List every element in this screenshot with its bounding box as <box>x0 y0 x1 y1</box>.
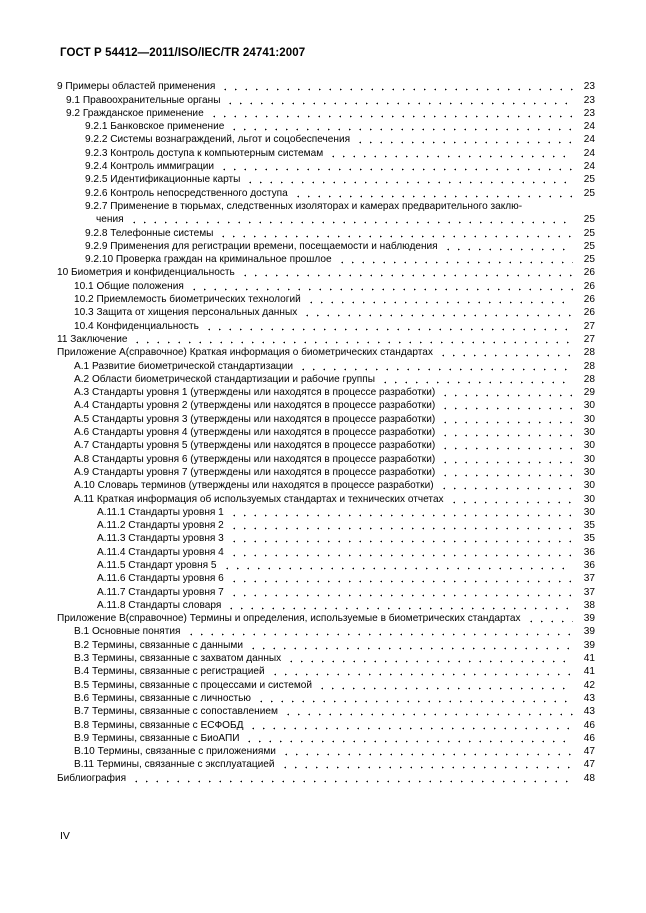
toc-entry-page: 25 <box>583 174 595 186</box>
toc-entry-title: А.1 Развитие биометрической стандартизации <box>74 360 293 372</box>
toc-entry[interactable] <box>57 665 595 678</box>
toc-entry-title: 9.2.3 Контроль доступа к компьютерным системам <box>85 147 324 159</box>
dot-leader <box>240 265 573 277</box>
toc-entry-title: 9.2.1 Банковское применение <box>85 121 225 133</box>
toc-entry[interactable] <box>57 532 595 545</box>
toc-entry[interactable] <box>57 213 595 226</box>
toc-entry[interactable] <box>57 80 595 93</box>
toc-entry[interactable] <box>57 559 595 572</box>
toc-entry-page: 24 <box>583 147 595 159</box>
toc-entry-title: В.8 Термины, связанные с ЕСФОБД <box>74 719 244 731</box>
toc-entry-title: А.11.7 Стандарты уровня 7 <box>97 586 224 598</box>
toc-entry-page: 30 <box>583 413 595 425</box>
toc-entry[interactable] <box>57 771 595 784</box>
dot-leader <box>229 518 573 530</box>
toc-entry-page: 43 <box>583 692 595 704</box>
toc-entry[interactable] <box>57 705 595 718</box>
toc-entry-title: В.3 Термины, связанные с захватом данных <box>74 653 282 665</box>
dot-leader <box>440 425 573 437</box>
toc-entry-page: 28 <box>583 373 595 385</box>
toc-entry[interactable] <box>57 479 595 492</box>
toc-entry[interactable] <box>57 426 595 439</box>
dot-leader <box>283 704 573 716</box>
toc-entry-title: В.10 Термины, связанные с приложениями <box>74 746 276 758</box>
toc-entry-title: Приложение А(справочное) Краткая информация о биометрических стандартах <box>57 347 433 359</box>
dot-leader <box>245 172 573 184</box>
toc-entry-title: А.2 Области биометрической стандартизации и рабочие группы <box>74 373 375 385</box>
toc-entry-title: 10.1 Общие положения <box>74 280 184 292</box>
toc-entry-title: 11 Заключение <box>57 333 128 345</box>
dot-leader <box>280 757 573 769</box>
toc-entry-title: А.11 Краткая информация об используемых стандартах и технических отчетах <box>74 493 444 505</box>
toc-entry-title: 10.4 Конфиденциальность <box>74 320 199 332</box>
toc-entry-page: 30 <box>583 440 595 452</box>
toc-entry-title: А.8 Стандарты уровня 6 (утверждены или находятся в процессе разработки) <box>74 453 436 465</box>
toc-entry-page: 36 <box>583 546 595 558</box>
dot-leader <box>229 585 573 597</box>
toc-entry-page: 25 <box>583 240 595 252</box>
toc-entry[interactable] <box>57 173 595 186</box>
toc-entry-title: В.7 Термины, связанные с сопоставлением <box>74 706 278 718</box>
toc-entry-page: 25 <box>583 227 595 239</box>
toc-entry[interactable] <box>57 612 595 625</box>
toc-entry[interactable] <box>57 200 595 213</box>
toc-entry[interactable] <box>57 625 595 638</box>
toc-entry[interactable] <box>57 692 595 705</box>
toc-entry-title: В.5 Термины, связанные с процессами и системой <box>74 679 313 691</box>
dot-leader <box>440 438 573 450</box>
toc-entry-title: 10.2 Приемлемость биометрических технологий <box>74 294 301 306</box>
toc-entry-page: 39 <box>583 626 595 638</box>
toc-entry-page: 30 <box>583 493 595 505</box>
toc-entry-page: 24 <box>583 121 595 133</box>
toc-entry[interactable] <box>57 745 595 758</box>
toc-entry[interactable] <box>57 346 595 359</box>
toc-entry-title: Библиография <box>57 772 127 784</box>
toc-entry[interactable] <box>57 266 595 279</box>
toc-entry-page: 27 <box>583 333 595 345</box>
dot-leader <box>189 279 573 291</box>
toc-entry-page: 35 <box>583 520 595 532</box>
toc-entry-title: 9.2.5 Идентификационные карты <box>85 174 241 186</box>
dot-leader <box>229 119 573 131</box>
dot-leader <box>526 611 573 623</box>
toc-entry-page: 23 <box>583 81 595 93</box>
dot-leader <box>218 226 573 238</box>
dot-leader <box>355 132 573 144</box>
dot-leader <box>256 691 573 703</box>
toc-entry-page: 43 <box>583 706 595 718</box>
dot-leader <box>306 292 573 304</box>
toc-entry[interactable] <box>57 146 595 159</box>
toc-entry[interactable] <box>57 107 595 120</box>
toc-entry-page: 42 <box>583 679 595 691</box>
toc-entry-page: 37 <box>583 586 595 598</box>
toc-entry-page: 37 <box>583 573 595 585</box>
toc-entry[interactable] <box>57 399 595 412</box>
toc-entry-title: В.1 Основные понятия <box>74 626 181 638</box>
dot-leader <box>317 678 573 690</box>
toc-entry-page: 30 <box>583 453 595 465</box>
toc-entry[interactable] <box>57 652 595 665</box>
document-header: ГОСТ Р 54412—2011/ISO/IEC/TR 24741:2007 <box>60 47 306 59</box>
toc-entry-page: 47 <box>583 746 595 758</box>
toc-entry-page: 41 <box>583 653 595 665</box>
toc-entry-title: А.3 Стандарты уровня 1 (утверждены или находятся в процессе разработки) <box>74 387 436 399</box>
toc-entry-page: 26 <box>583 294 595 306</box>
toc-entry-title: А.11.3 Стандарты уровня 3 <box>97 533 224 545</box>
toc-entry-title: А.11.2 Стандарты уровня 2 <box>97 520 224 532</box>
table-of-contents <box>57 80 595 785</box>
dot-leader <box>209 106 573 118</box>
toc-entry-title: 9.2.8 Телефонные системы <box>85 227 214 239</box>
toc-entry[interactable] <box>57 186 595 199</box>
toc-entry-page: 48 <box>583 772 595 784</box>
dot-leader <box>226 598 573 610</box>
toc-entry[interactable] <box>57 452 595 465</box>
toc-entry[interactable] <box>57 160 595 173</box>
dot-leader <box>225 93 573 105</box>
toc-entry-title: 9.2.4 Контроль иммиграции <box>85 161 215 173</box>
toc-entry[interactable] <box>57 279 595 292</box>
dot-leader <box>229 531 573 543</box>
toc-entry-title: В.9 Термины, связанные с БиоАПИ <box>74 732 240 744</box>
toc-entry-page: 24 <box>583 161 595 173</box>
toc-entry[interactable] <box>57 678 595 691</box>
dot-leader <box>440 398 573 410</box>
toc-entry[interactable] <box>57 718 595 731</box>
toc-entry[interactable] <box>57 386 595 399</box>
toc-entry-title: А.7 Стандарты уровня 5 (утверждены или находятся в процессе разработки) <box>74 440 436 452</box>
toc-entry-title: чения <box>96 214 124 226</box>
dot-leader <box>131 771 573 783</box>
toc-entry[interactable] <box>57 373 595 386</box>
dot-leader <box>298 359 573 371</box>
toc-entry[interactable] <box>57 333 595 346</box>
dot-leader <box>439 478 573 490</box>
toc-entry[interactable] <box>57 466 595 479</box>
toc-entry-page: 25 <box>583 254 595 266</box>
toc-entry-title: Приложение В(справочное) Термины и определения, используемые в биометрических стандартах <box>57 613 521 625</box>
dot-leader <box>220 79 573 91</box>
dot-leader <box>244 731 573 743</box>
toc-entry-title: В.6 Термины, связанные с личностью <box>74 692 251 704</box>
toc-entry[interactable] <box>57 572 595 585</box>
toc-entry[interactable] <box>57 120 595 133</box>
toc-entry-page: 39 <box>583 613 595 625</box>
toc-entry[interactable] <box>57 412 595 425</box>
toc-entry-title: 9.1 Правоохранительные органы <box>66 94 221 106</box>
toc-entry-page: 25 <box>583 187 595 199</box>
toc-entry[interactable] <box>57 293 595 306</box>
toc-entry-page: 30 <box>583 400 595 412</box>
dot-leader <box>248 718 573 730</box>
toc-entry-title: 10.3 Защита от хищения персональных данных <box>74 307 298 319</box>
dot-leader <box>438 345 573 357</box>
dot-leader <box>222 558 573 570</box>
toc-entry-page: 36 <box>583 559 595 571</box>
toc-entry[interactable] <box>57 506 595 519</box>
dot-leader <box>380 372 573 384</box>
dot-leader <box>449 492 573 504</box>
toc-entry-title: А.9 Стандарты уровня 7 (утверждены или находятся в процессе разработки) <box>74 466 436 478</box>
toc-entry[interactable] <box>57 585 595 598</box>
toc-entry-title: А.10 Словарь терминов (утверждены или находятся в процессе разработки) <box>74 480 434 492</box>
dot-leader <box>293 186 573 198</box>
toc-entry-title: 9.2.9 Применения для регистрации времени, посещаемости и наблюдения <box>85 240 438 252</box>
dot-leader <box>129 212 573 224</box>
toc-entry-page: 28 <box>583 347 595 359</box>
toc-entry-title: 9.2.10 Проверка граждан на криминальное прошлое <box>85 254 332 266</box>
toc-entry-title: 9.2.6 Контроль непосредственного доступа <box>85 187 288 199</box>
toc-entry-title: А.11.4 Стандарты уровня 4 <box>97 546 224 558</box>
toc-entry[interactable] <box>57 545 595 558</box>
toc-entry-title: 9.2 Гражданское применение <box>66 107 204 119</box>
toc-entry-title: А.5 Стандарты уровня 3 (утверждены или находятся в процессе разработки) <box>74 413 436 425</box>
toc-entry-page: 46 <box>583 732 595 744</box>
toc-entry-page: 26 <box>583 307 595 319</box>
dot-leader <box>248 638 573 650</box>
dot-leader <box>440 412 573 424</box>
dot-leader <box>440 385 573 397</box>
toc-entry-title: 9 Примеры областей применения <box>57 81 216 93</box>
toc-entry-page: 27 <box>583 320 595 332</box>
toc-entry-page: 47 <box>583 759 595 771</box>
toc-entry-title: А.11.8 Стандарты словаря <box>97 599 222 611</box>
toc-entry-page: 41 <box>583 666 595 678</box>
dot-leader <box>337 252 573 264</box>
toc-entry[interactable] <box>57 439 595 452</box>
toc-entry-title: В.11 Термины, связанные с эксплуатацией <box>74 759 275 771</box>
dot-leader <box>229 505 573 517</box>
toc-entry[interactable] <box>57 758 595 771</box>
dot-leader <box>270 664 573 676</box>
dot-leader <box>229 545 573 557</box>
toc-entry-title: В.2 Термины, связанные с данными <box>74 639 243 651</box>
toc-entry-page: 25 <box>583 214 595 226</box>
toc-entry-title: 9.2.2 Системы вознаграждений, льгот и соцобеспечения <box>85 134 351 146</box>
toc-entry-page: 26 <box>583 280 595 292</box>
toc-entry-title: 9.2.7 Применение в тюрьмах, следственных изоляторах и камерах предварительного заклю- <box>85 200 523 212</box>
page-number: IV <box>60 830 70 842</box>
toc-entry-title: А.4 Стандарты уровня 2 (утверждены или находятся в процессе разработки) <box>74 400 436 412</box>
toc-entry-title: А.11.6 Стандарты уровня 6 <box>97 573 224 585</box>
toc-entry-page: 46 <box>583 719 595 731</box>
toc-entry[interactable] <box>57 732 595 745</box>
dot-leader <box>440 465 573 477</box>
toc-entry-page: 38 <box>583 599 595 611</box>
toc-entry-title: А.11.1 Стандарты уровня 1 <box>97 506 224 518</box>
toc-entry[interactable] <box>57 253 595 266</box>
toc-entry-title: А.11.5 Стандарт уровня 5 <box>97 559 217 571</box>
dot-leader <box>204 319 573 331</box>
toc-entry-title: А.6 Стандарты уровня 4 (утверждены или находятся в процессе разработки) <box>74 427 436 439</box>
dot-leader <box>219 159 573 171</box>
toc-entry[interactable] <box>57 599 595 612</box>
toc-entry[interactable] <box>57 240 595 253</box>
toc-entry-page: 26 <box>583 267 595 279</box>
toc-entry-page: 30 <box>583 506 595 518</box>
toc-entry[interactable] <box>57 319 595 332</box>
toc-entry-page: 29 <box>583 387 595 399</box>
dot-leader <box>328 146 573 158</box>
toc-entry-page: 35 <box>583 533 595 545</box>
toc-entry-page: 30 <box>583 466 595 478</box>
toc-entry[interactable] <box>57 638 595 651</box>
dot-leader <box>286 651 573 663</box>
toc-entry[interactable] <box>57 359 595 372</box>
toc-entry[interactable] <box>57 492 595 505</box>
toc-entry-page: 39 <box>583 639 595 651</box>
dot-leader <box>440 452 573 464</box>
toc-entry-page: 30 <box>583 480 595 492</box>
dot-leader <box>443 239 573 251</box>
toc-entry-page: 23 <box>583 107 595 119</box>
dot-leader <box>132 332 573 344</box>
dot-leader <box>229 571 573 583</box>
toc-entry-title: В.4 Термины, связанные с регистрацией <box>74 666 265 678</box>
toc-entry[interactable] <box>57 306 595 319</box>
toc-entry-page: 23 <box>583 94 595 106</box>
dot-leader <box>302 305 573 317</box>
toc-entry-page: 24 <box>583 134 595 146</box>
toc-entry[interactable] <box>57 133 595 146</box>
toc-entry-page: 30 <box>583 427 595 439</box>
toc-entry[interactable] <box>57 226 595 239</box>
dot-leader <box>281 744 573 756</box>
toc-entry-title: 10 Биометрия и конфиденциальность <box>57 267 235 279</box>
toc-entry-page: 28 <box>583 360 595 372</box>
dot-leader <box>186 624 574 636</box>
toc-entry[interactable] <box>57 93 595 106</box>
toc-entry[interactable] <box>57 519 595 532</box>
